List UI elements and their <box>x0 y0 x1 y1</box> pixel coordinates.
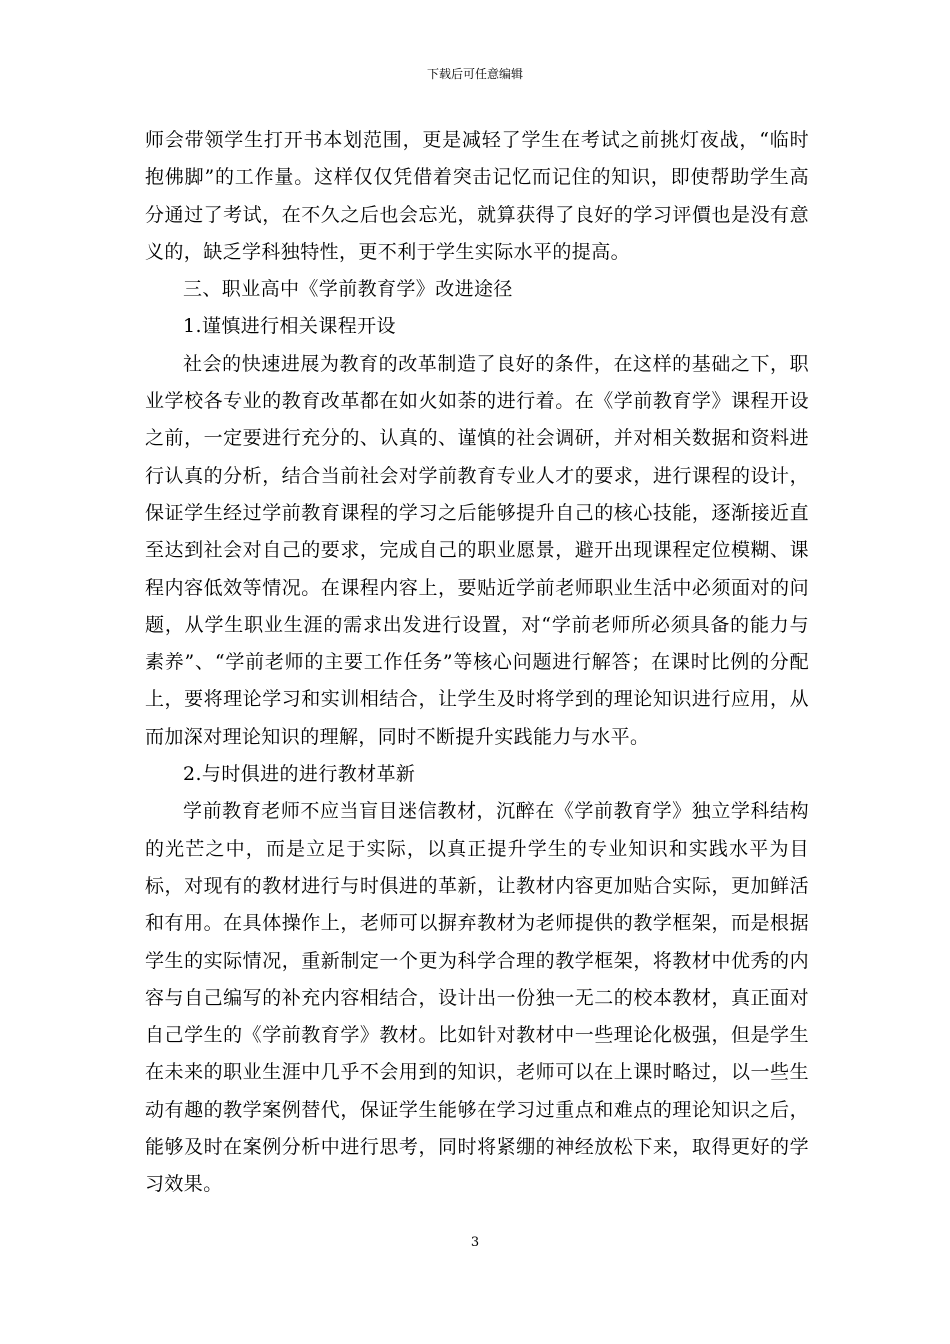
subsection-heading-1: 1.谨慎进行相关课程开设 <box>183 315 396 338</box>
subsection-heading-2: 2.与时俱进的进行教材革新 <box>183 763 416 786</box>
page-number: 3 <box>470 1235 480 1250</box>
paragraph-continuation: 师会带领学生打开书本划范围，更是减轻了学生在考试之前挑灯夜战，“临时抱佛脚”的工作量。这样仅仅凭借着突击记忆而记住的知识，即使帮助学生高分通过了考试，在不久之后也会忘光，就算获得了良好的学习评價也是没有意义的，缺乏学科独特性，更不利于学生实际水平的提高。 <box>145 129 809 263</box>
document-body <box>145 122 809 1204</box>
paragraph-textbook-reform: 学前教育老师不应当盲目迷信教材，沉醉在《学前教育学》独立学科结构的光芒之中，而是立足于实际，以真正提升学生的专业知识和实践水平为目标，对现有的教材进行与时俱进的革新，让教材内容更加贴合实际，更加鲜活和有用。在具体操作上，老师可以摒弃教材为老师提供的教学框架，而是根据学生的实际情况，重新制定一个更为科学合理的教学框架，将教材中优秀的内容与自己编写的补充内容相结合，设计出一份独一无二的校本教材，真正面对自己学生的《学前教育学》教材。比如针对教材中一些理论化极强，但是学生在未来的职业生涯中几乎不会用到的知识，老师可以在上课时略过，以一些生动有趣的教学案例替代，保证学生能够在学习过重点和难点的理论知识之后，能够及时在案例分析中进行思考，同时将紧绷的神经放松下来，取得更好的学习效果。 <box>145 800 809 1196</box>
section-heading: 三、职业高中《学前教育学》改进途径 <box>183 278 513 301</box>
page-header: 下载后可任意编辑 <box>426 67 523 81</box>
paragraph-course-design: 社会的快速进展为教育的改革制造了良好的条件，在这样的基础之下，职业学校各专业的教育改革都在如火如荼的进行着。在《学前教育学》课程开设之前，一定要进行充分的、认真的、谨慎的社会调研，并对相关数据和资料进行认真的分析，结合当前社会对学前教育专业人才的要求，进行课程的设计，保证学生经过学前教育课程的学习之后能够提升自己的核心技能，逐渐接近直至达到社会对自己的要求，完成自己的职业愿景，避开出现课程定位模糊、课程内容低效等情况。在课程内容上，要贴近学前老师职业生活中必须面对的问题，从学生职业生涯的需求出发进行设置，对“学前老师所必须具备的能力与素养”、“学前老师的主要工作任务”等核心问题进行解答；在课时比例的分配上，要将理论学习和实训相结合，让学生及时将学到的理论知识进行应用，从而加深对理论知识的理解，同时不断提升实践能力与水平。 <box>145 352 809 748</box>
